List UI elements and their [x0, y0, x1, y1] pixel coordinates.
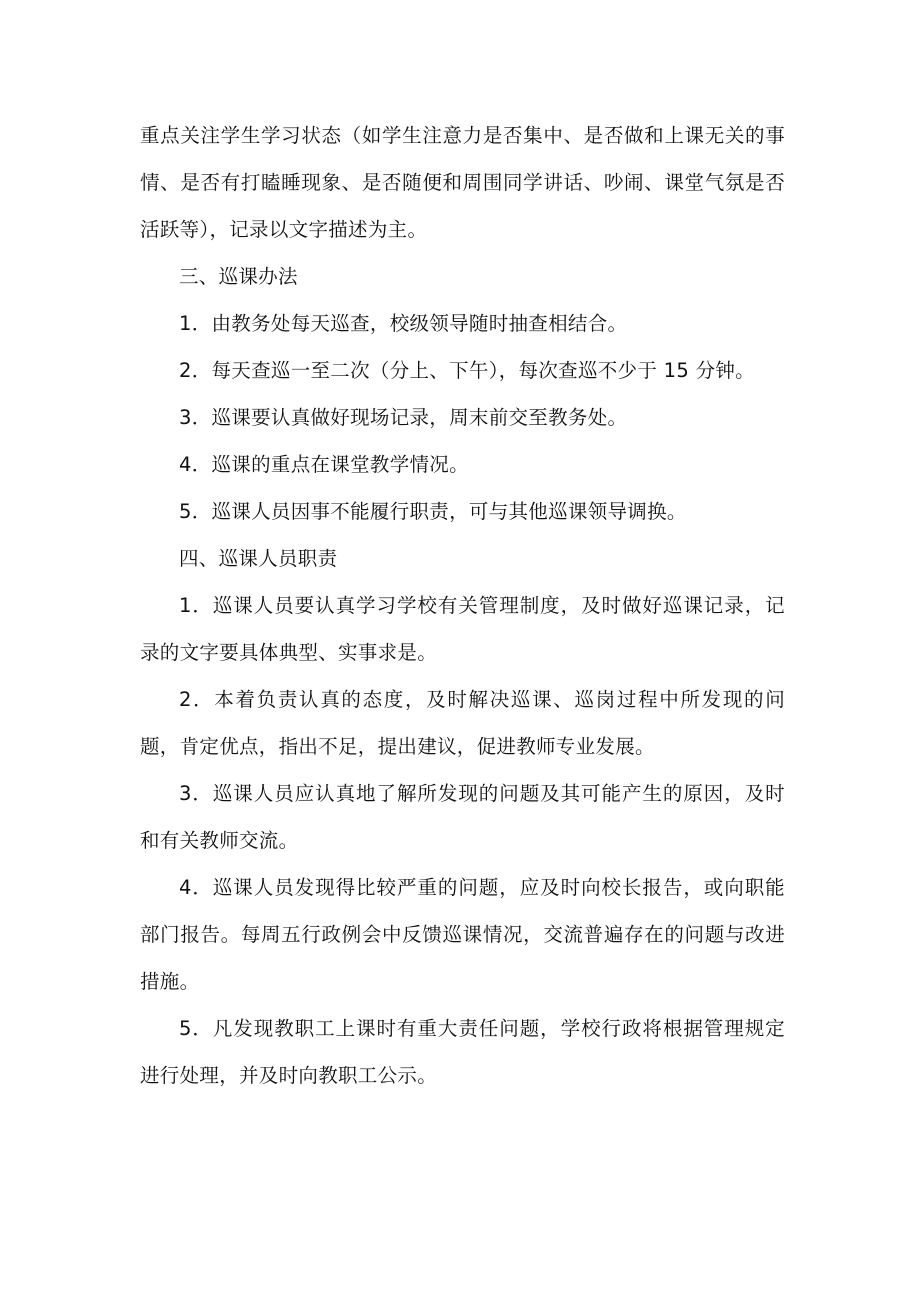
- duty-item-2: 2．本着负责认真的态度，及时解决巡课、巡岗过程中所发现的问题，肯定优点，指出不足，提出建议，促进教师专业发展。: [140, 688, 785, 758]
- duty-item-4: 4．巡课人员发现得比较严重的问题，应及时向校长报告，或向职能部门报告。每周五行政例会中反馈巡课情况，交流普遍存在的问题与改进措施。: [140, 876, 785, 993]
- duty-item-5: 5．凡发现教职工上课时有重大责任问题，学校行政将根据管理规定进行处理，并及时向教职工公示。: [140, 1017, 785, 1087]
- duty-item-1: 1．巡课人员要认真学习学校有关管理制度，及时做好巡课记录，记录的文字要具体典型、实事求是。: [140, 594, 785, 664]
- method-item-4: 4．巡课的重点在课堂教学情况。: [179, 453, 469, 476]
- method-item-5: 5．巡课人员因事不能履行职责，可与其他巡课领导调换。: [179, 500, 687, 523]
- heading-patrol-method: 三、巡课办法: [179, 265, 298, 288]
- method-item-1: 1．由教务处每天巡查，校级领导随时抽查相结合。: [179, 312, 628, 335]
- method-item-2: 2．每天查巡一至二次（分上、下午），每次查巡不少于 15 分钟。: [179, 359, 755, 382]
- paragraph-student-status: 重点关注学生学习状态（如学生注意力是否集中、是否做和上课无关的事情、是否有打瞌睡现象、是否随便和周围同学讲话、吵闹、课堂气氛是否活跃等），记录以文字描述为主。: [140, 124, 785, 241]
- duty-item-3: 3．巡课人员应认真地了解所发现的问题及其可能产生的原因，及时和有关教师交流。: [140, 782, 785, 852]
- heading-patrol-duties: 四、巡课人员职责: [179, 547, 338, 570]
- document-body: [140, 112, 785, 1099]
- method-item-3: 3．巡课要认真做好现场记录，周末前交至教务处。: [179, 406, 628, 429]
